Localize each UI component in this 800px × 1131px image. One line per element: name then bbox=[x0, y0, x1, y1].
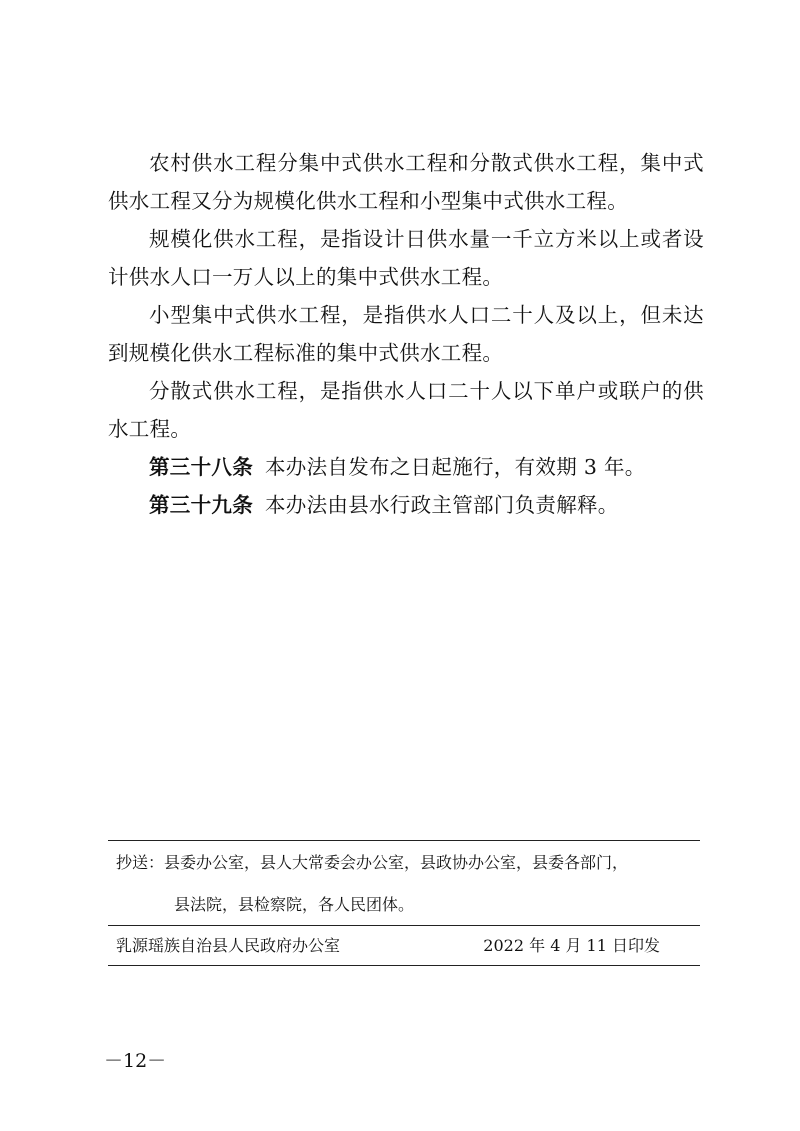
print-info-line bbox=[108, 931, 700, 961]
article-39-heading: 第三十九条 bbox=[149, 493, 253, 517]
document-body bbox=[108, 144, 704, 524]
article-38-heading: 第三十八条 bbox=[149, 455, 253, 479]
cc-line-1: 抄送：县委办公室，县人大常委会办公室，县政协办公室，县委各部门， bbox=[116, 853, 629, 872]
print-date: 2022 年 4 月 11 日印发 bbox=[483, 936, 660, 955]
cc-distribution-list bbox=[108, 846, 700, 922]
footer-top-rule bbox=[108, 840, 700, 841]
paragraph-small-centralized-definition: 小型集中式供水工程，是指供水人口二十人及以上，但未达到规模化供水工程标准的集中式供水工程。 bbox=[108, 303, 704, 365]
article-38 bbox=[108, 448, 704, 486]
paragraph-decentralized-definition: 分散式供水工程，是指供水人口二十人以下单户或联户的供水工程。 bbox=[108, 379, 704, 441]
footer-bottom-rule bbox=[108, 965, 700, 966]
article-39-text: 本办法由县水行政主管部门负责解释。 bbox=[265, 493, 619, 517]
article-39 bbox=[108, 486, 704, 524]
cc-line-2: 县法院，县检察院，各人民团体。 bbox=[174, 895, 415, 914]
paragraph-rural-water-supply-categories: 农村供水工程分集中式供水工程和分散式供水工程，集中式供水工程又分为规模化供水工程和小型集中式供水工程。 bbox=[108, 151, 704, 213]
issuing-office: 乳源瑶族自治县人民政府办公室 bbox=[116, 936, 341, 955]
paragraph-large-scale-definition: 规模化供水工程，是指设计日供水量一千立方米以上或者设计供水人口一万人以上的集中式供水工程。 bbox=[108, 227, 704, 289]
footer-middle-rule bbox=[108, 925, 700, 926]
article-38-text: 本办法自发布之日起施行，有效期 3 年。 bbox=[265, 455, 646, 479]
page-number: －12－ bbox=[104, 1050, 167, 1072]
